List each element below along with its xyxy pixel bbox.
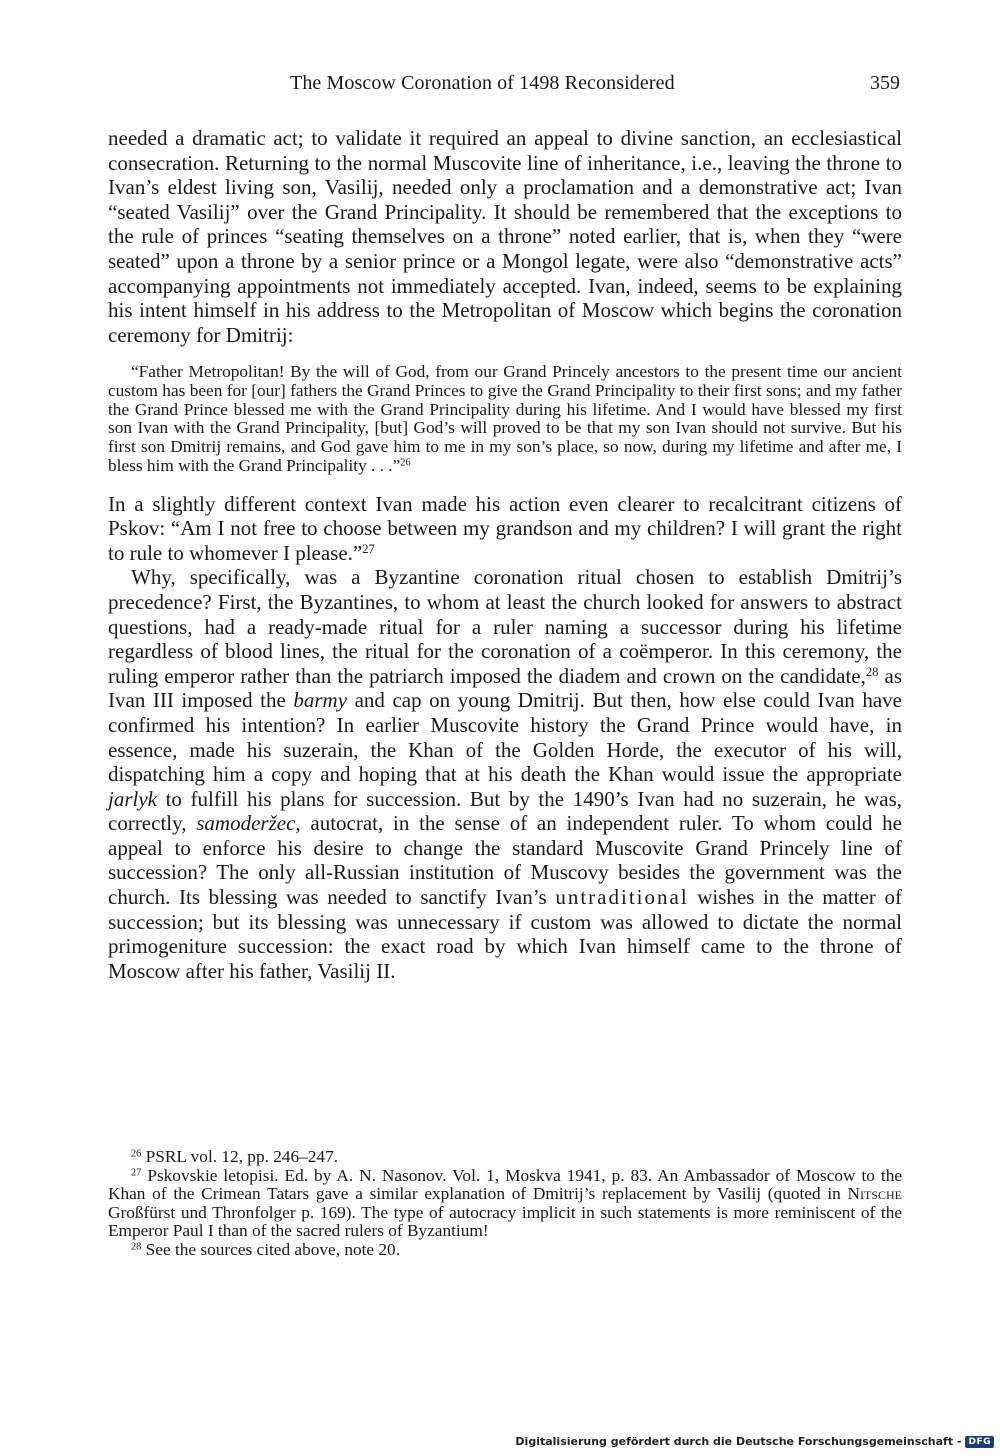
footnotes [108,1148,902,1260]
page-number: 359 [870,72,900,94]
footnote-ref-27[interactable]: 27 [362,541,375,556]
footnote-26 [108,1148,902,1167]
running-title: The Moscow Coronation of 1498 Reconsidered [290,72,675,94]
footnote-ref-28[interactable]: 28 [865,664,879,679]
running-header [108,72,900,102]
paragraph-3-text-b: as Ivan III imposed the [108,663,902,713]
footnote-number-26: 26 [131,1148,142,1160]
footnote-26-text: PSRL vol. 12, pp. 246–247. [141,1147,339,1166]
footnote-28 [108,1241,902,1260]
footnote-ref-26[interactable]: 26 [400,457,411,469]
paragraph-2-text: In a slightly different context Ivan made his action even clearer to recalcitrant citizens of Pskov: “Am I not free to choose between my grandson and my children? I will grant the right to rule to whomever I please.” [108,491,902,565]
term-samoderzec: samoderžec [196,811,296,836]
term-jarlyk: jarlyk [108,786,157,811]
footnote-27-text-a: Pskovskie letopisi. Ed. by A. N. Nasonov. Vol. 1, Moskva 1941, p. 83. An Ambassador of Moscow to the Khan of the Crimean Tatars gave a similar explanation of Dmitrij’s replacement by Vasilij (quoted in [108,1165,902,1204]
term-barmy: barmy [293,688,348,713]
paragraph-2 [108,492,902,566]
paragraph-3-text-e: , autocrat, in the sense of an independent ruler. To whom could he appeal to enforce his desire to change the standard Muscovite Grand Princely line of succession? The only all-Russian institution of Muscovy besides the government was the church. Its blessing was needed to sanctify Ivan’s [108,811,902,910]
paragraph-3 [108,565,902,983]
paragraph-3-text-c: and cap on young Dmitrij. But then, how else could Ivan have confirmed his intention? In earlier Muscovite history the Grand Prince would have, in essence, made his suzerain, the Khan of the Golden Horde, the executor of his will, dispatching him a copy and hoping that at his death the Khan would issue the appropriate [108,688,902,787]
paragraph-3-text-a: Why, specifically, was a Byzantine coronation ritual chosen to establish Dmitrij’s precedence? First, the Byzantines, to whom at least the church looked for answers to abstract questions, had a ready-made ritual for a ruler naming a successor during his lifetime regardless of blood lines, the ritual for the coronation of a coëmperor. In this ceremony, the ruling emperor rather than the patriarch imposed the diadem and crown on the candidate, [108,565,902,688]
footnote-27 [108,1167,902,1241]
quote-text: “Father Metropolitan! By the will of God, from our Grand Princely ancestors to the present time our ancient custom has been for [our] fathers the Grand Princes to give the Grand Principality to their first sons; and my father the Grand Prince blessed me with the Grand Principality during his lifetime. And I would have blessed my first son Ivan with the Grand Principality, [but] God’s will proved to be that my son Ivan should not survive. But his first son Dmitrij remains, and God gave him to me in my son’s place, so now, during my lifetime and after me, I bless him with the Grand Principality . . .” [108,362,902,475]
paragraph-1: needed a dramatic act; to validate it required an appeal to divine sanction, an ecclesiastical consecration. Returning to the normal Muscovite line of inheritance, i.e., leaving the throne to Ivan’s eldest living son, Vasilij, needed only a proclamation and a demonstrative act; Ivan “seated Vasilij” over the Grand Principality. It should be remembered that the exceptions to the rule of princes “seating themselves on a throne” noted earlier, that is, when they “were seated” upon a throne by a senior prince or a Mongol legate, were also “demonstrative acts” accompanying appointments not immediately accepted. Ivan, indeed, seems to be explaining his intent himself in his address to the Metropolitan of Moscow which begins the coronation ceremony for Dmitrij: [108,126,902,347]
term-untraditional: untraditional [555,885,689,910]
main-text [108,126,902,983]
paragraph-3-text-f: wishes in the matter of succession; but its blessing was unnecessary if custom was allowed to dictate the normal primogeniture succession: the exact road by which Ivan himself came to the throne of Moscow after his father, Vasilij II. [108,885,902,983]
block-quote [108,363,902,475]
footnote-number-27: 27 [131,1166,142,1178]
dfg-logo: DFG [965,1436,994,1448]
footnote-27-text-b: Großfürst und Thronfolger p. 169). The type of autocracy implicit in such statements is more reminiscent of the Emperor Paul I than of the sacred rulers of Byzantium! [108,1202,902,1241]
footnote-27-author: Nitsche [847,1184,902,1204]
digitization-credit [515,1435,994,1448]
paragraph-3-text-d: to fulfill his plans for succession. But by the 1490’s Ivan had no suzerain, he was, correctly, [108,786,902,836]
footnote-number-28: 28 [131,1241,142,1253]
credit-text: Digitalisierung gefördert durch die Deutsche Forschungsgemeinschaft - [515,1435,962,1448]
footnote-28-text: See the sources cited above, note 20. [141,1239,401,1259]
